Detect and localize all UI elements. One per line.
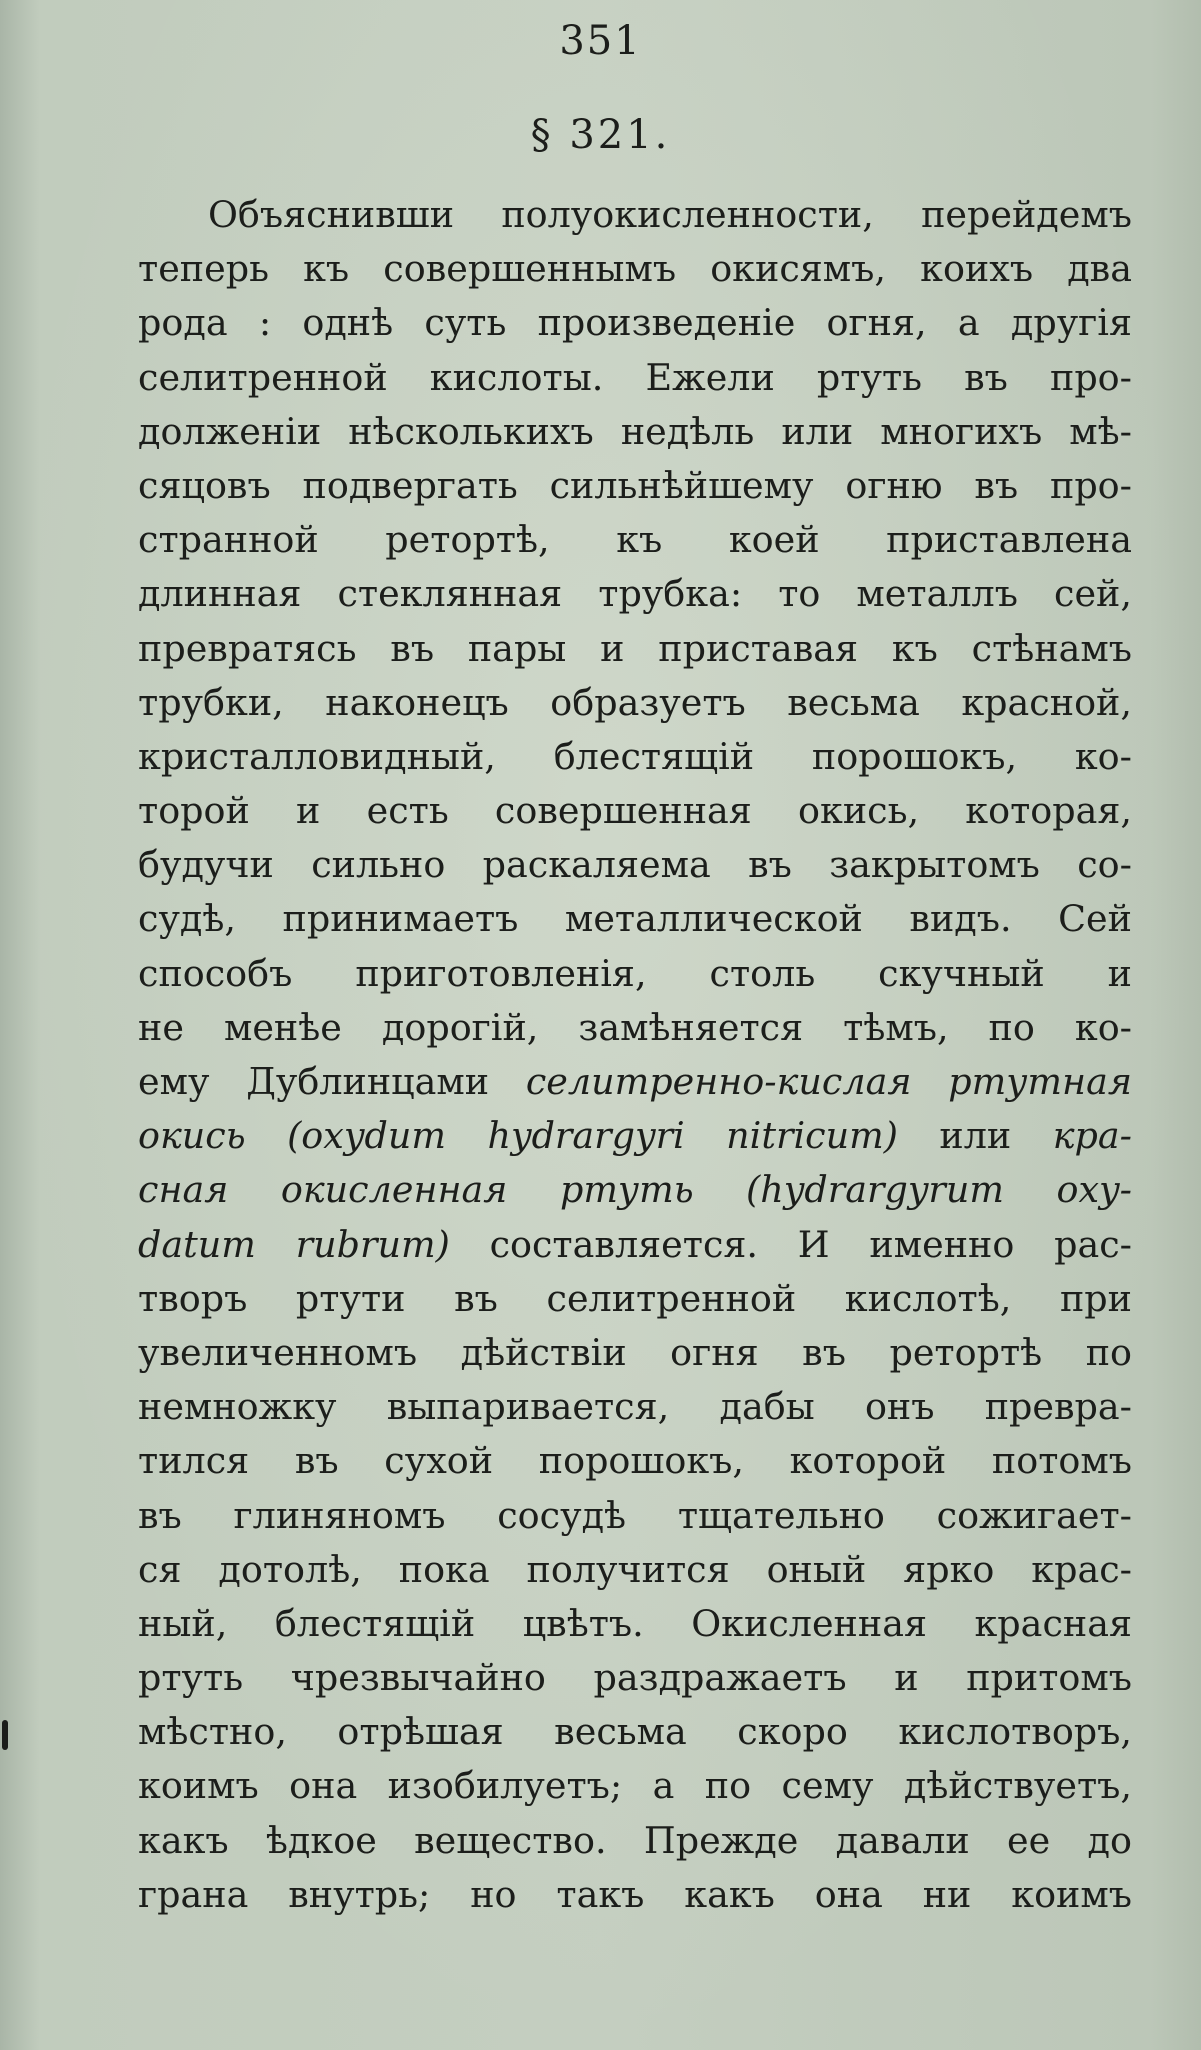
text-line: грана внутрь; но такъ какъ она ни коимъ (138, 1872, 1132, 1916)
text-line: будучи сильно раскаляема въ закрытомъ со- (138, 843, 1132, 887)
text-line: селитренной кислоты. Ежели ртуть въ про- (138, 355, 1132, 399)
text-line: судѣ, принимаетъ металлической видъ. Сей (138, 897, 1132, 941)
text-line: не менѣе дорогій, замѣняется тѣмъ, по ко- (138, 1005, 1132, 1049)
text-line: способъ приготовленія, столь скучный и (138, 951, 1132, 995)
text-line: ему Дублинцами селитренно-кислая ртутная (138, 1060, 1132, 1103)
text-line: немножку выпаривается, дабы онъ превра- (138, 1385, 1132, 1429)
text-line: коимъ она изобилуетъ; а по сему дѣйствуетъ, (138, 1764, 1132, 1808)
body-text (138, 188, 1132, 1922)
text-line: превратясь въ пары и приставая къ стѣнамъ (138, 626, 1132, 670)
text-line: кристалловидный, блестящій порошокъ, ко- (138, 734, 1132, 778)
text-line: творъ ртути въ селитренной кислотѣ, при (138, 1276, 1132, 1320)
text-line: трубки, наконецъ образуетъ весьма красной, (138, 680, 1132, 724)
text-line: въ глиняномъ сосудѣ тщательно сожигает- (138, 1493, 1132, 1537)
margin-ink-mark (2, 1720, 8, 1750)
text-line: рода : однѣ суть произведеніе огня, а другія (138, 301, 1132, 345)
text-line: ный, блестящій цвѣтъ. Окисленная красная (138, 1601, 1132, 1645)
text-line: странной ретортѣ, къ коей приставлена (138, 518, 1132, 562)
text-line: ртуть чрезвычайно раздражаетъ и притомъ (138, 1656, 1132, 1700)
page-number: 351 (559, 18, 642, 64)
text-line: теперь къ совершеннымъ окисямъ, коихъ два (138, 247, 1132, 291)
text-line: мѣстно, отрѣшая весьма скоро кислотворъ, (138, 1710, 1132, 1754)
text-line: долженіи нѣсколькихъ недѣль или многихъ мѣ- (138, 409, 1132, 453)
text-line: ся дотолѣ, пока получится оный ярко крас- (138, 1547, 1132, 1591)
text-line: datum rubrum) составляется. И именно рас- (138, 1222, 1132, 1266)
text-line: окись (oxydum hydrargyri nitricum) или кра- (138, 1114, 1132, 1158)
section-heading: § 321. (530, 112, 671, 158)
text-line: Объяснивши полуокисленности, перейдемъ (208, 193, 1132, 236)
text-line: увеличенномъ дѣйствіи огня въ ретортѣ по (138, 1330, 1132, 1374)
text-line: торой и есть совершенная окись, которая, (138, 789, 1132, 833)
text-line: сная окисленная ртуть (hydrargyrum oxy- (138, 1168, 1132, 1212)
text-line: какъ ѣдкое вещество. Прежде давали ее до (138, 1818, 1132, 1862)
text-line: тился въ сухой порошокъ, которой потомъ (138, 1439, 1132, 1483)
text-line: длинная стеклянная трубка: то металлъ сей, (138, 572, 1132, 616)
text-line: сяцовъ подвергать сильнѣйшему огню въ про- (138, 463, 1132, 507)
